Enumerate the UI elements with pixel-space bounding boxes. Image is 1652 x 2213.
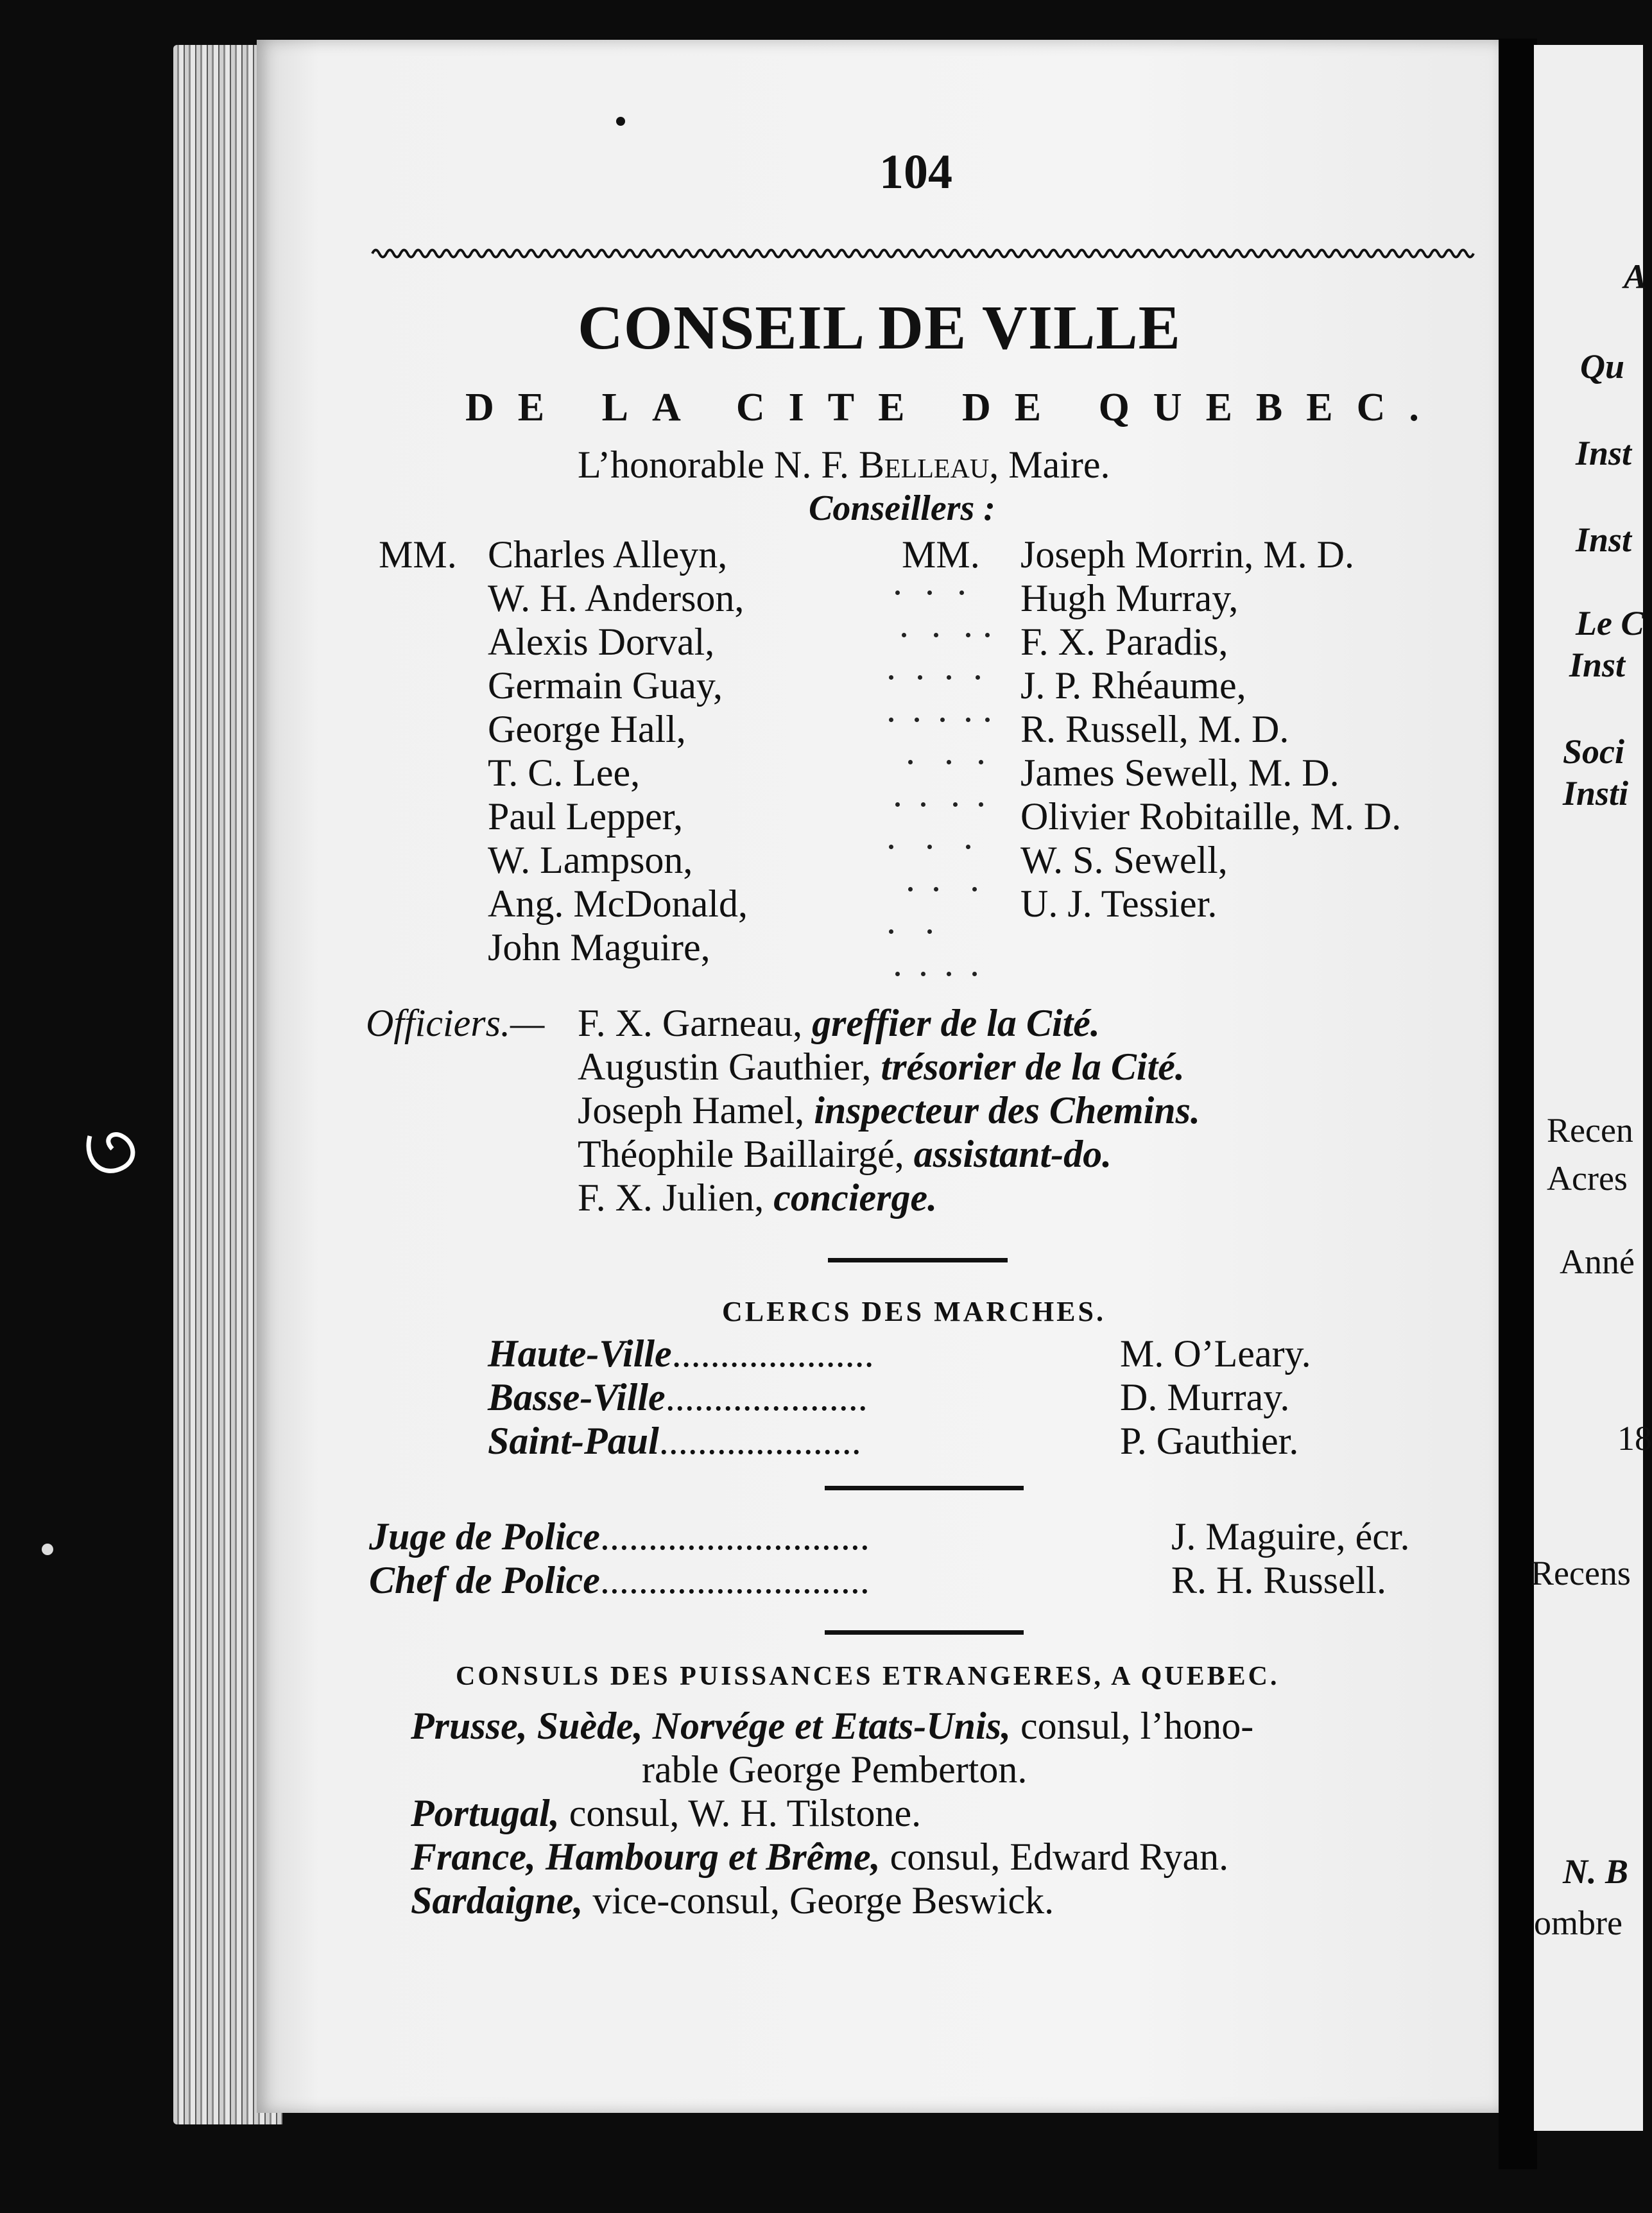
separator-dot [959,590,964,595]
separator-dot [985,718,990,722]
adjacent-fragment: Le C [1576,604,1644,642]
separator-dot [915,718,919,722]
separator-dot [927,929,932,934]
adjacent-fragment: Recens [1531,1554,1631,1592]
separator-dot [979,760,983,764]
councillors-left-prefix: MM. [379,533,457,576]
separator-dot [947,972,951,976]
consul-line [411,1704,1253,1748]
consul-line [411,1879,1054,1923]
adjacent-fragment: ombre [1534,1904,1622,1942]
officer-role: greffier de la Cité. [812,1002,1100,1044]
officer-role: concierge. [773,1176,938,1219]
separator-dot [921,802,925,807]
market-row [488,1419,861,1463]
market-clerk: P. Gauthier. [1120,1420,1299,1462]
mayor-line [578,443,1110,487]
councillor-left: George Hall, [488,708,686,750]
officer-name: Augustin Gauthier, [578,1046,872,1088]
wavy-rule-divider [372,244,1463,263]
consul-line [411,1791,921,1836]
separator-dot [908,887,913,891]
officers-label: Officiers.— [366,1002,545,1044]
market-row [488,1375,868,1420]
consul-countries: France, Hambourg et Brême, [411,1836,881,1878]
councillor-right: James Sewell, M. D. [1020,752,1339,794]
market-place: Basse-Ville [488,1376,666,1418]
officer-entry [578,1089,1200,1133]
adjacent-fragment: N. B [1563,1852,1629,1891]
adjacent-fragment: Inst [1576,521,1632,559]
consuls-heading: CONSULS DES PUISSANCES ETRANGERES, A QUEBEC. [456,1662,1280,1691]
mayor-name: Belleau [858,443,990,486]
separator-dot [889,929,893,934]
market-place: Saint-Paul [488,1420,659,1462]
consul-countries: Prusse, Suède, Norvége et Etats-Unis, [411,1705,1011,1747]
councillor-left: T. C. Lee, [488,752,641,794]
officer-role: inspecteur des Chemins. [814,1089,1200,1132]
adjacent-fragment: 18 [1617,1419,1652,1458]
councillor-right: F. X. Paradis, [1020,621,1228,663]
dot-leader: ............................ [599,1515,870,1558]
separator-dot [966,633,970,637]
councillor-left: John Maguire, [488,926,710,969]
consul-countries: Portugal, [411,1792,560,1834]
officer-entry [578,1176,937,1220]
officer-entry [578,1045,1185,1089]
consul-details: consul, Edward Ryan. [880,1836,1229,1878]
adjacent-fragment: Anné [1560,1243,1635,1281]
separator-dot [895,972,900,976]
councillor-left: Germain Guay, [488,664,723,707]
councillor-left: W. H. Anderson, [488,577,744,619]
separator-dot [972,887,977,891]
councillor-left: Paul Lepper, [488,795,684,838]
officer-name: F. X. Julien, [578,1176,764,1219]
mayor-suffix: , Maire. [989,443,1110,486]
dot-leader: ..................... [671,1332,874,1375]
separator-dot [921,972,925,976]
dot-leader: ..................... [665,1376,868,1418]
ink-speck [616,117,625,126]
market-clerk: M. O’Leary. [1120,1332,1311,1375]
ink-speck [42,1544,53,1555]
separator-dot [918,675,922,680]
separator-dot [889,718,893,722]
page-number: 104 [879,145,952,199]
separator-dot [976,675,980,680]
officer-name: Théophile Baillairgé, [578,1133,904,1175]
consul-line [411,1835,1228,1879]
police-title: Chef de Police [369,1559,600,1601]
consul-countries: Sardaigne, [411,1879,583,1922]
councillor-right: W. S. Sewell, [1020,839,1228,881]
councillors-heading: Conseillers : [809,488,995,528]
adjacent-fragment: Qu [1580,347,1625,386]
ink-smudge-mark [77,1117,148,1187]
councillor-right: Hugh Murray, [1020,577,1239,619]
officer-entry [578,1132,1112,1176]
separator-dot [985,633,990,637]
separator-dot [889,675,893,680]
adjacent-fragment: Inst [1576,434,1632,472]
separator-dot [966,845,970,849]
police-title: Juge de Police [369,1515,600,1558]
councillor-right: J. P. Rhéaume, [1020,664,1246,707]
consul-details: consul, l’hono- [1010,1705,1254,1747]
markets-heading: CLERCS DES MARCHES. [722,1296,1106,1327]
adjacent-fragment: Acres [1547,1159,1628,1198]
separator-dot [927,590,932,595]
councillor-right: Joseph Morrin, M. D. [1020,533,1354,576]
councillor-right: Olivier Robitaille, M. D. [1020,795,1402,838]
dotted-column-separator [889,571,992,982]
councillor-right: R. Russell, M. D. [1020,708,1289,750]
separator-dot [947,675,951,680]
separator-dot [895,590,900,595]
market-clerk: D. Murray. [1120,1376,1290,1418]
separator-dot [972,972,977,976]
separator-dot [902,633,906,637]
officer-role: assistant-do. [913,1133,1112,1175]
market-place: Haute-Ville [488,1332,672,1375]
dot-leader: ............................ [599,1559,870,1601]
police-row [369,1515,870,1559]
councillors-right-prefix: MM. [902,533,980,576]
page-subtitle: DE LA CITE DE QUEBEC. [465,386,1443,429]
separator-dot [908,760,913,764]
officer-role: trésorier de la Cité. [881,1046,1185,1088]
officer-entry [578,1001,1100,1046]
mayor-prefix: L’honorable N. F. [578,443,859,486]
adjacent-fragment: Insti [1563,774,1629,813]
separator-dot [889,845,893,849]
consul-line [642,1748,1027,1792]
police-name: J. Maguire, écr. [1171,1515,1410,1558]
police-row [369,1558,870,1603]
councillor-right: U. J. Tessier. [1020,883,1217,925]
councillor-left: W. Lampson, [488,839,693,881]
section-rule [825,1630,1024,1635]
separator-dot [953,802,958,807]
officer-name: F. X. Garneau, [578,1002,803,1044]
section-rule [828,1258,1008,1262]
separator-dot [966,718,970,722]
section-rule [825,1486,1024,1490]
consul-details: consul, W. H. Tilstone. [559,1792,922,1834]
separator-dot [895,802,900,807]
dot-leader: ..................... [658,1420,861,1462]
adjacent-fragment: A [1624,257,1648,296]
consul-details: rable George Pemberton. [642,1748,1028,1791]
market-row [488,1332,874,1376]
separator-dot [940,718,945,722]
councillor-left: Charles Alleyn, [488,533,728,576]
separator-dot [934,887,938,891]
adjacent-fragment: Inst [1569,646,1626,684]
police-name: R. H. Russell. [1171,1559,1387,1601]
separator-dot [947,760,951,764]
separator-dot [927,845,932,849]
separator-dot [979,802,983,807]
councillor-left: Alexis Dorval, [488,621,715,663]
officer-name: Joseph Hamel, [578,1089,805,1132]
councillor-left: Ang. McDonald, [488,883,748,925]
page-title: CONSEIL DE VILLE [577,293,1182,363]
separator-dot [934,633,938,637]
consul-details: vice-consul, George Beswick. [583,1879,1054,1922]
adjacent-fragment: Recen [1547,1111,1633,1150]
adjacent-fragment: Soci [1563,732,1625,771]
